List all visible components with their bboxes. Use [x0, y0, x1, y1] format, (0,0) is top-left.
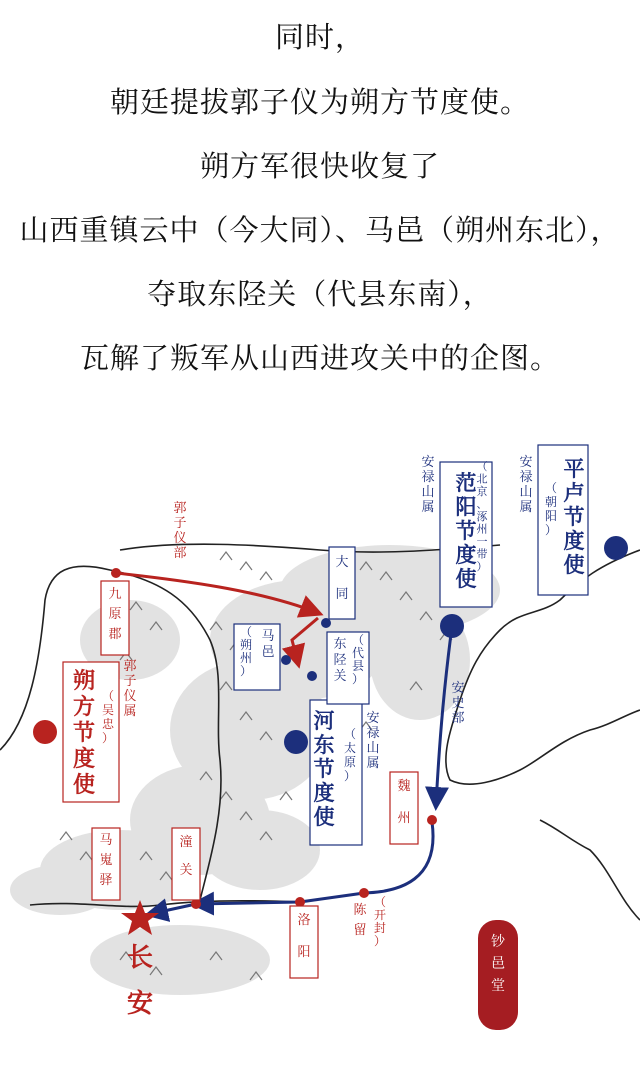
pinglu-label: 平卢节度使 — [563, 456, 585, 577]
jiuyuan-label: 九原郡 — [108, 587, 122, 642]
shuofang-note: （吴忠） — [101, 689, 115, 745]
caption-line-2: 朝廷提拔郭子仪为朔方节度使。 — [109, 85, 530, 119]
shuofang-label: 朔方节度使 — [72, 668, 96, 798]
caption-line-6: 瓦解了叛军从山西进攻关中的企图。 — [79, 341, 560, 375]
weizhou-dot — [427, 815, 437, 825]
shuofang-belong: 郭子仪属 — [123, 659, 137, 719]
fanyang-note: （北京、涿州一带） — [476, 460, 488, 573]
caption-line-1: 同时， — [274, 20, 365, 54]
mayi-note: （朔州） — [239, 625, 253, 678]
hedong-dot — [284, 730, 308, 754]
caption-line-4: 山西重镇云中（今大同）、马邑（朔州东北）， — [19, 213, 621, 247]
mayi-label: 马邑 — [261, 629, 275, 660]
guo-route-label: 郭子仪部 — [173, 501, 187, 561]
luoyang-label: 洛阳 — [297, 913, 311, 960]
fanyang-belong: 安禄山属 — [421, 455, 435, 515]
hedong-label: 河东节度使 — [313, 708, 335, 829]
shandong-coast — [540, 820, 640, 920]
fanyang-dot — [440, 614, 464, 638]
hedong-note: （太原） — [343, 727, 357, 783]
an-route-label: 安史部 — [451, 681, 465, 726]
datong-label: 大同 — [335, 555, 349, 602]
mayi-dot — [281, 655, 291, 665]
dongxing-dot — [307, 671, 317, 681]
pinglu-dot — [604, 536, 628, 560]
hedong-belong: 安禄山属 — [366, 711, 380, 771]
changan-label: 长安 — [126, 943, 154, 1019]
dongxing-label: 东陉关 — [333, 637, 347, 684]
shuofang-dot — [33, 720, 57, 744]
maweiyi-label: 马嵬驿 — [99, 833, 113, 888]
pinglu-note: （朝阳） — [544, 481, 558, 537]
pinglu-belong: 安禄山属 — [519, 455, 533, 515]
caption-block — [0, 0, 640, 400]
chenliu-dot — [359, 888, 369, 898]
seal-text: 钞邑堂 — [491, 934, 505, 994]
jiuyuan-dot — [111, 568, 121, 578]
battle-route-map — [0, 400, 640, 1084]
caption-line-5: 夺取东陉关（代县东南）， — [147, 277, 493, 311]
fanyang-label: 范阳节度使 — [455, 470, 477, 591]
chenliu-label: 陈留 — [353, 903, 367, 938]
tongguan-label: 潼关 — [179, 835, 193, 878]
caption-line-3: 朔方军很快收复了 — [199, 149, 440, 183]
chenliu-note: （开封） — [373, 895, 387, 948]
weizhou-label: 魏州 — [397, 779, 411, 826]
dongxing-note: （代县） — [351, 633, 365, 686]
